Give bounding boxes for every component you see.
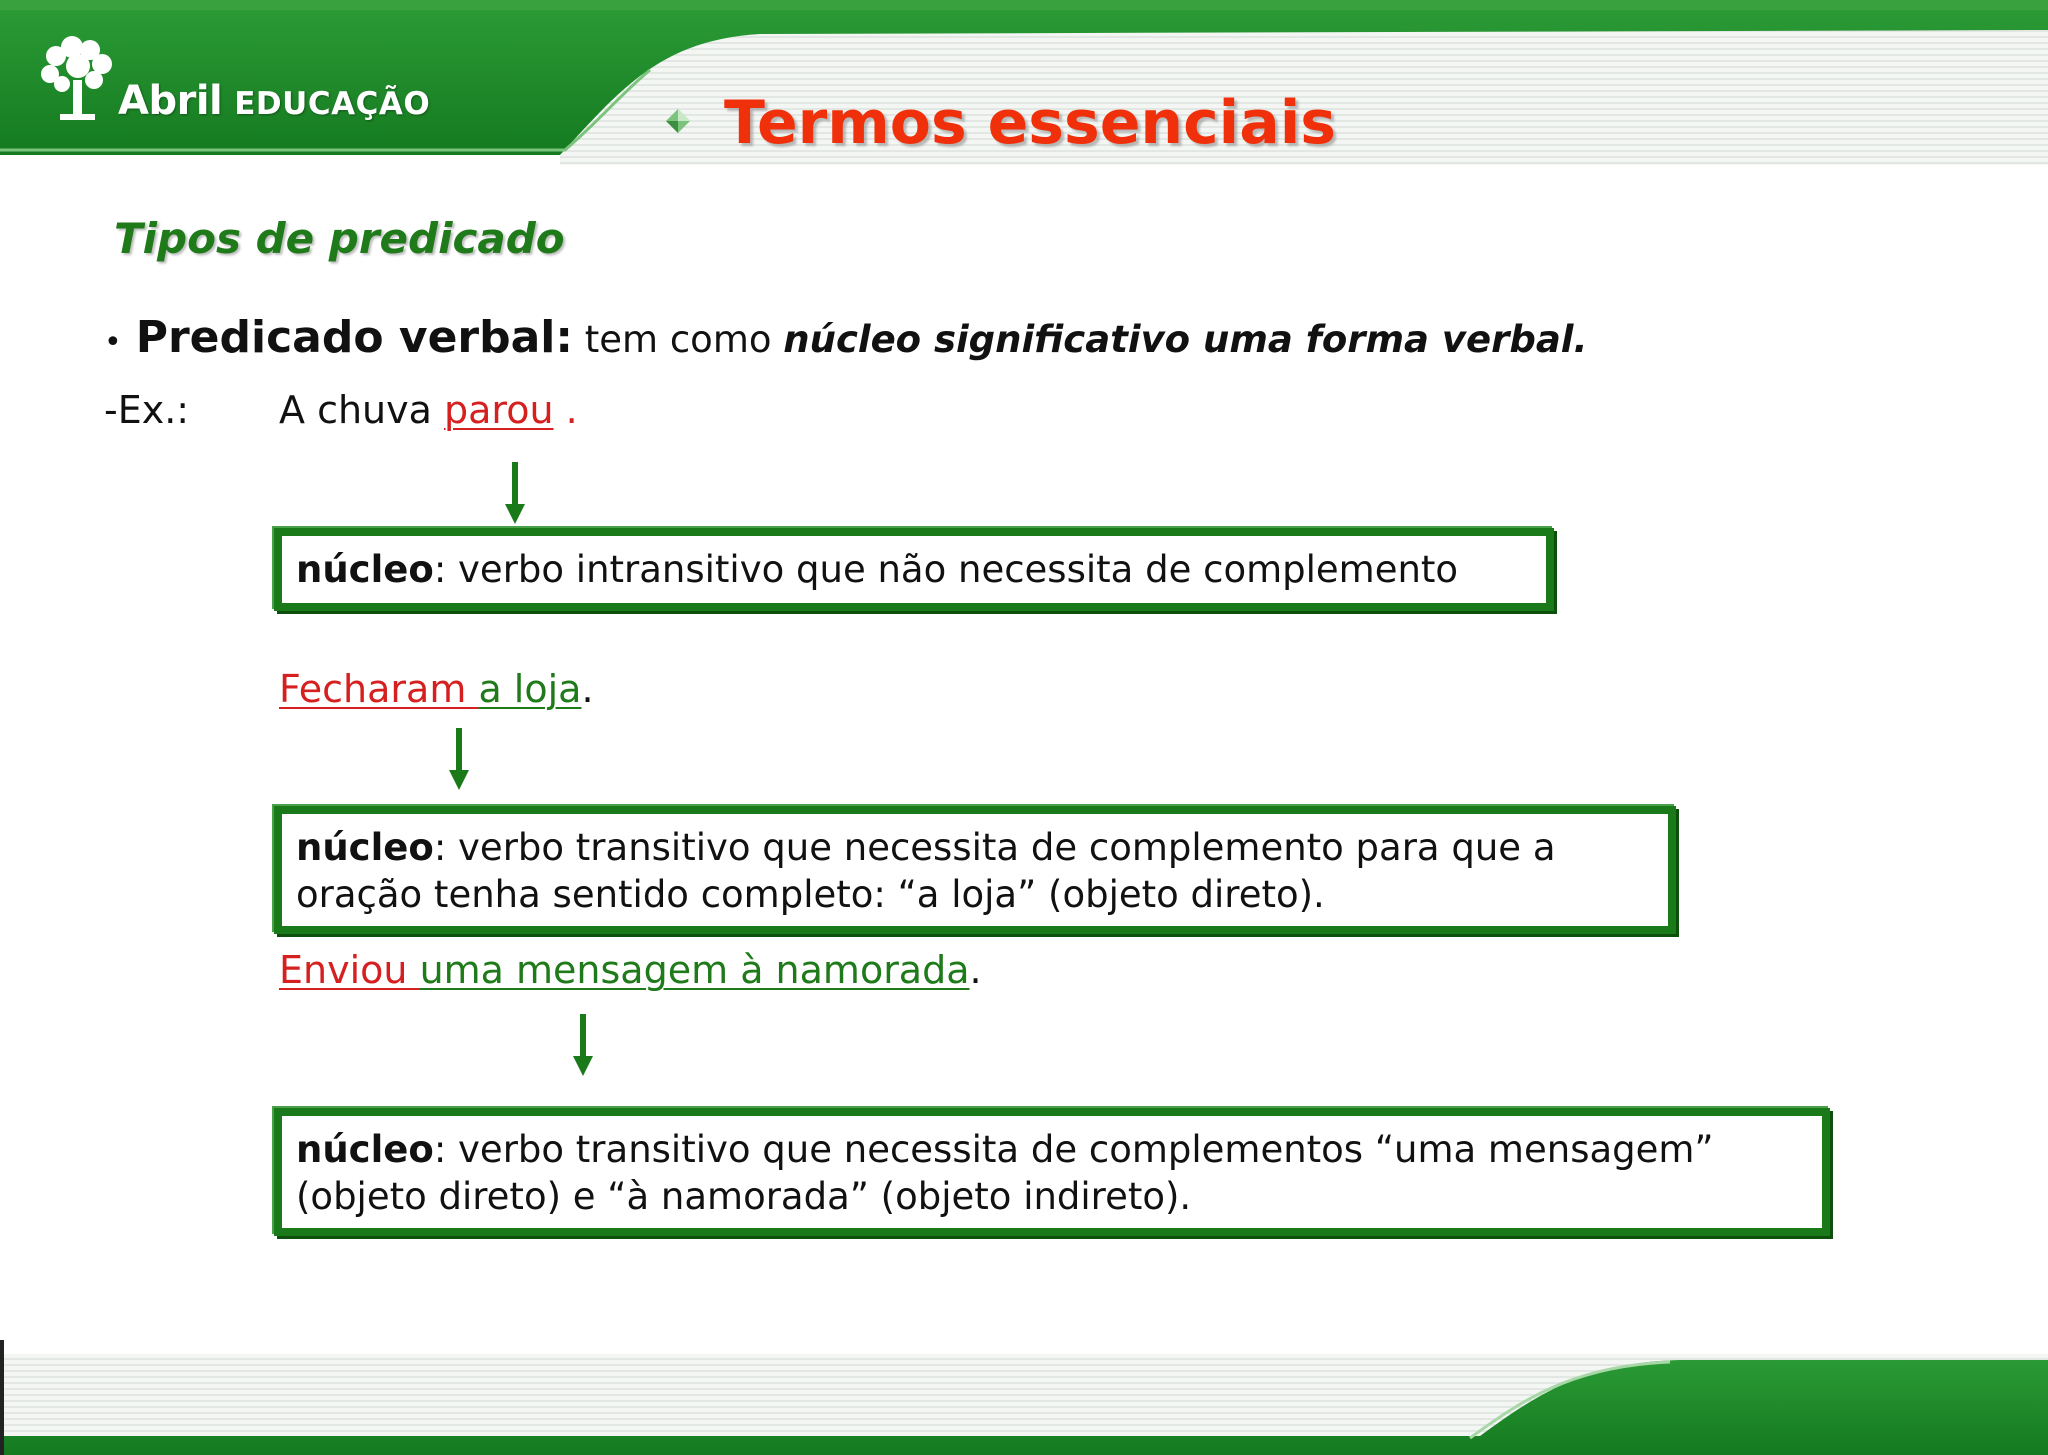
down-arrow-icon xyxy=(570,1012,596,1078)
example-1-verb: parou xyxy=(444,388,554,432)
explanation-box-1 xyxy=(274,528,1554,611)
box-3-keyword: núcleo xyxy=(296,1128,434,1171)
example-sentence-2 xyxy=(279,667,594,711)
example-label: -Ex.: xyxy=(104,388,190,432)
footer-banner xyxy=(0,1340,2048,1455)
example-3-verb: Enviou xyxy=(279,948,420,992)
page-title: Termos essenciais xyxy=(724,88,1337,158)
brand-logo-text xyxy=(118,78,430,124)
example-sentence-1 xyxy=(279,388,578,432)
down-arrow-icon xyxy=(446,726,472,792)
bullet-dot: • xyxy=(104,325,122,360)
example-2-suffix: . xyxy=(581,667,594,711)
example-3-suffix: . xyxy=(969,948,982,992)
definition-text: tem como xyxy=(573,318,784,361)
definition-colon: : xyxy=(555,312,573,363)
example-2-complement: a loja xyxy=(478,667,582,711)
section-subtitle: Tipos de predicado xyxy=(114,214,565,263)
down-arrow-icon xyxy=(502,460,528,526)
box-2-text: : verbo transitivo que necessita de complemento para que a oração tenha sentido completo: “a loja” (objeto direto). xyxy=(296,826,1556,916)
diamond-bullet-icon xyxy=(664,107,692,135)
box-1-keyword: núcleo xyxy=(296,548,434,591)
example-3-complement: uma mensagem à namorada xyxy=(419,948,970,992)
brand-division: EDUCAÇÃO xyxy=(234,86,431,122)
explanation-box-2 xyxy=(274,806,1676,934)
box-3-text: : verbo transitivo que necessita de complementos “uma mensagem” (objeto direto) e “à namorada” (objeto indireto). xyxy=(296,1128,1714,1218)
box-1-text: : verbo intransitivo que não necessita de complemento xyxy=(433,548,1459,591)
explanation-box-3 xyxy=(274,1108,1830,1236)
definition-line xyxy=(104,312,1588,363)
example-2-verb: Fecharam xyxy=(279,667,479,711)
brand-name: Abril xyxy=(118,78,223,124)
example-sentence-3 xyxy=(279,948,982,992)
example-1-suffix: . xyxy=(553,388,578,432)
definition-term: Predicado verbal xyxy=(135,312,556,363)
box-2-keyword: núcleo xyxy=(296,826,434,869)
definition-emphasis: núcleo significativo uma forma verbal. xyxy=(783,318,1588,361)
example-1-prefix: A chuva xyxy=(279,388,444,432)
